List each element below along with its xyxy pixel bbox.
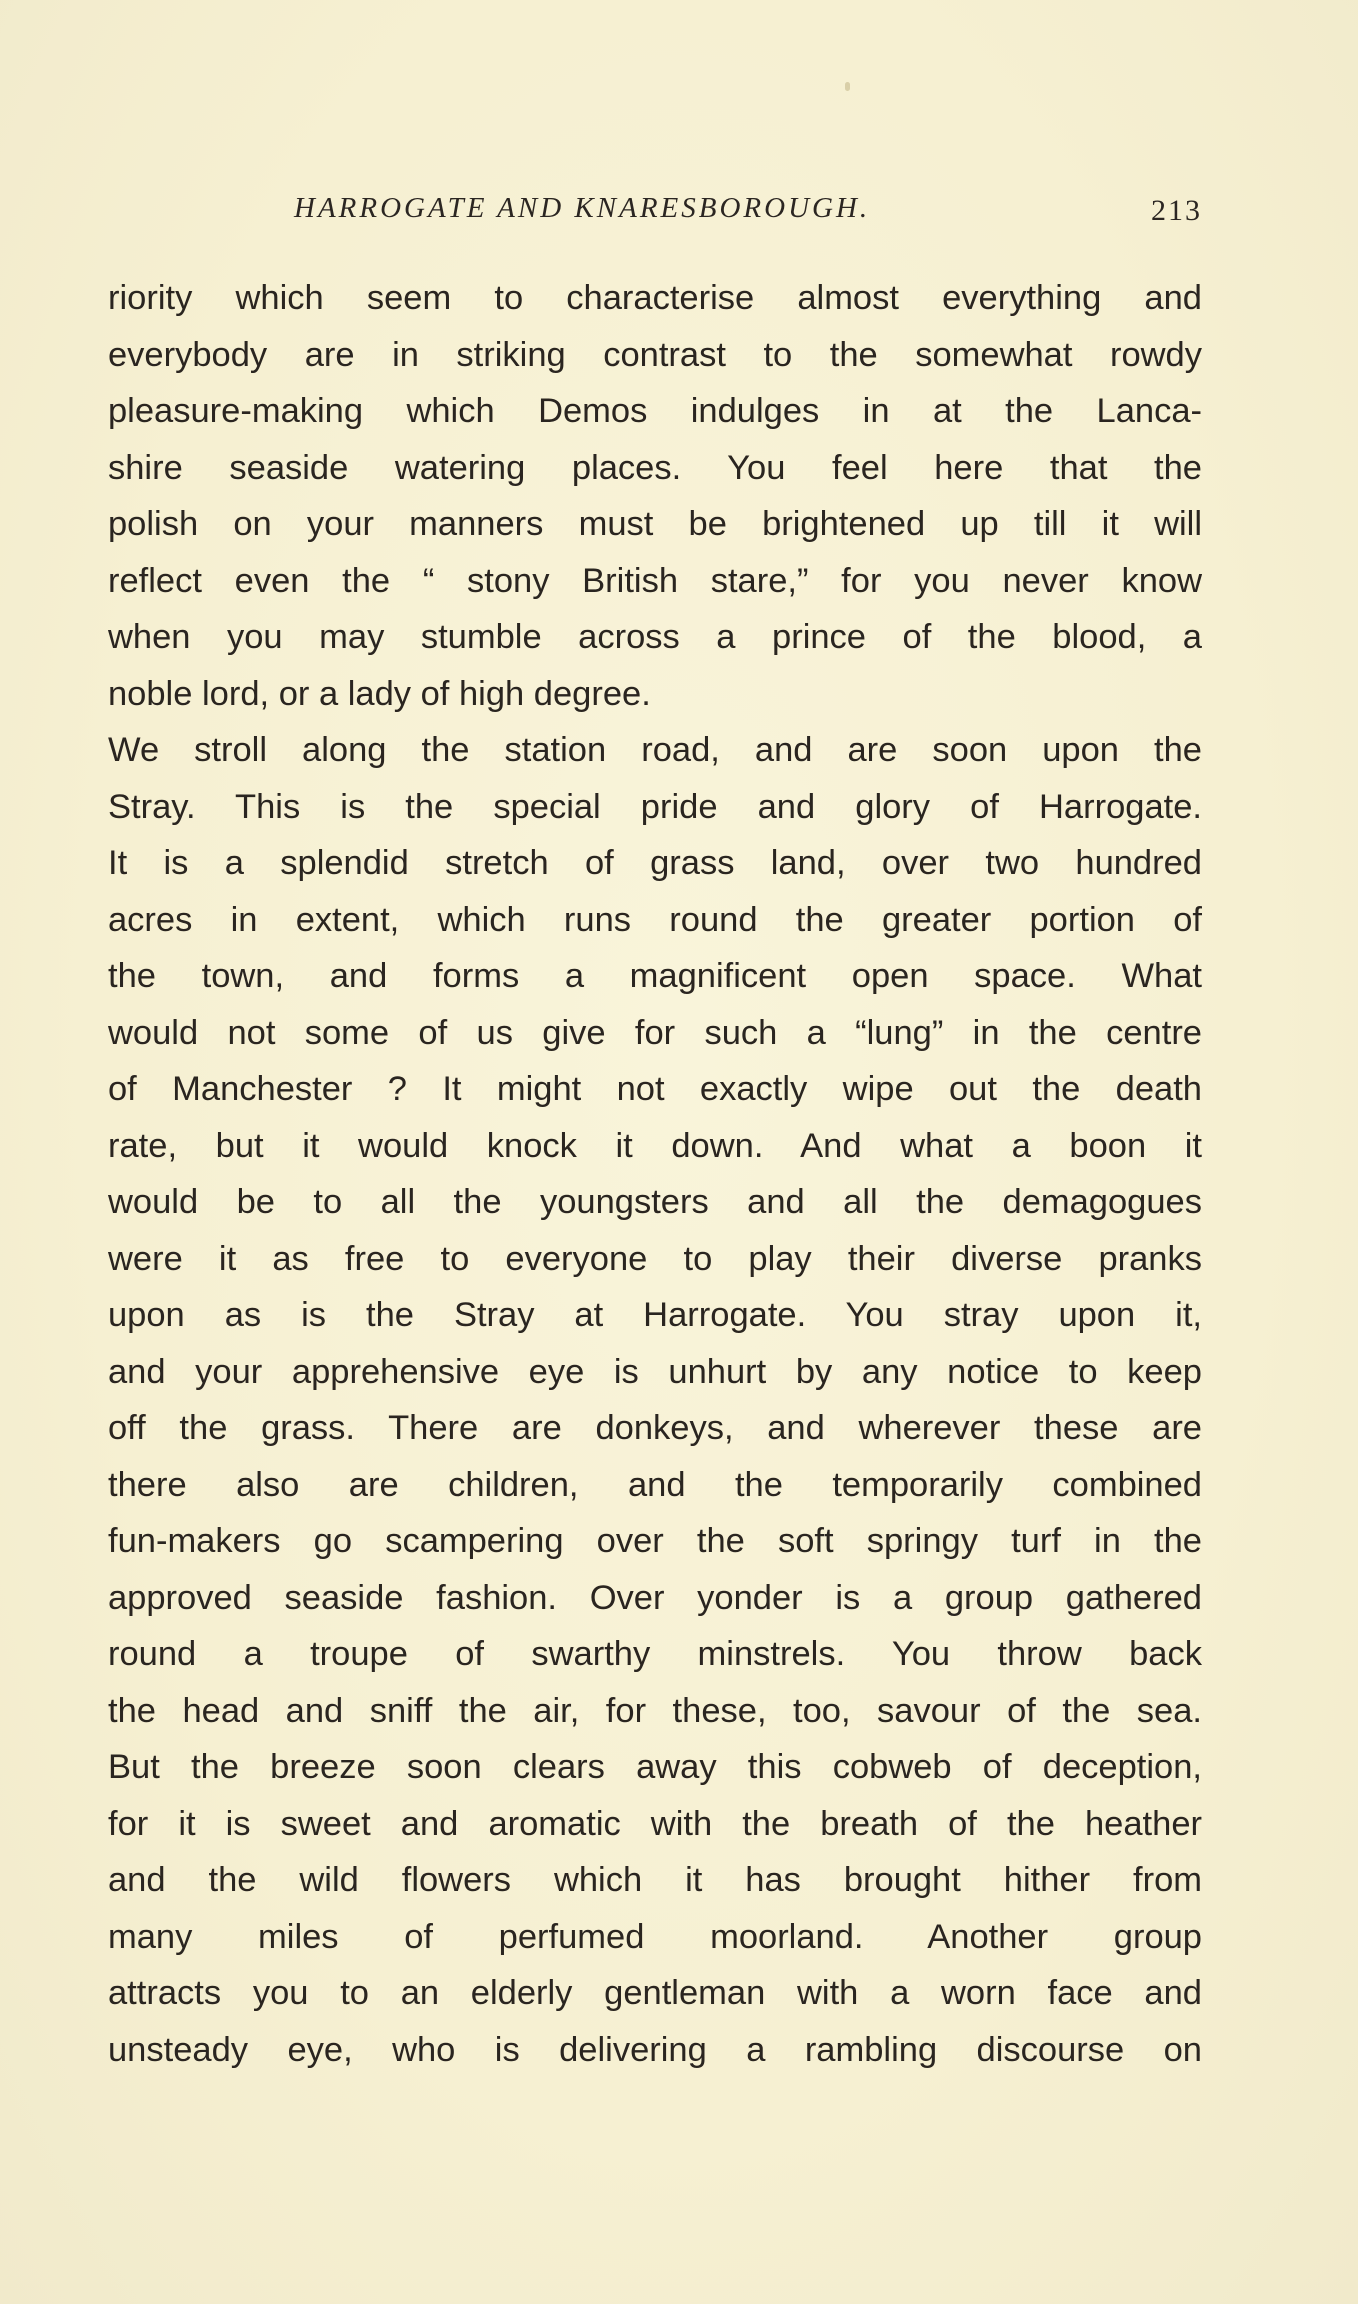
text-line: attracts you to an elderly gentleman with a worn face and [108,1974,1202,2012]
text-line: acres in extent, which runs round the greater portion of [108,900,1202,939]
text-line: off the grass. There are donkeys, and wherever these are [108,1409,1202,1447]
text-line: upon as is the Stray at Harrogate. You stray upon it, [108,1296,1202,1334]
text-line: for it is sweet and aromatic with the breath of the heather [108,1804,1202,1843]
text-line: the head and sniff the air, for these, too, savour of the sea. [108,1691,1202,1730]
page-number: 213 [1151,194,1202,227]
text-line: fun-makers go scampering over the soft springy turf in the [108,1522,1202,1560]
text-line: and the wild flowers which it has brought hither from [108,1861,1202,1899]
text-line: noble lord, or a lady of high degree. [108,674,651,713]
text-line: of Manchester ? It might not exactly wipe out the death [108,1070,1202,1108]
text-line: It is a splendid stretch of grass land, over two hundred [108,844,1202,882]
text-line: But the breeze soon clears away this cobweb of deception, [108,1748,1202,1786]
text-line: there also are children, and the temporarily combined [108,1465,1202,1504]
text-line: We stroll along the station road, and are soon upon the [108,731,1202,769]
text-line: round a troupe of swarthy minstrels. You throw back [108,1635,1202,1673]
running-head [108,192,1202,236]
text-line: and your apprehensive eye is unhurt by any notice to keep [108,1352,1202,1391]
text-line: the town, and forms a magnificent open space. What [108,957,1202,995]
text-line: many miles of perfumed moorland. Another group [108,1917,1202,1956]
text-line: would be to all the youngsters and all the demagogues [108,1183,1202,1221]
text-line: riority which seem to characterise almost everything and [108,279,1202,317]
text-line: unsteady eye, who is delivering a rambling discourse on [108,2030,1202,2069]
paper-fleck [845,82,850,91]
text-line: approved seaside fashion. Over yonder is a group gathered [108,1578,1202,1617]
text-line: reflect even the “ stony British stare,” for you never know [108,561,1202,600]
text-line: would not some of us give for such a “lung” in the centre [108,1013,1202,1052]
text-line: rate, but it would knock it down. And what a boon it [108,1126,1202,1165]
text-line: Stray. This is the special pride and glory of Harrogate. [108,787,1202,826]
text-line: shire seaside watering places. You feel here that the [108,448,1202,487]
body-text [108,270,1202,2078]
text-line: everybody are in striking contrast to the somewhat rowdy [108,335,1202,374]
text-line: when you may stumble across a prince of the blood, a [108,618,1202,656]
text-line: were it as free to everyone to play their diverse pranks [108,1239,1202,1278]
running-title: HARROGATE AND KNARESBOROUGH. [294,192,871,224]
text-line: pleasure-making which Demos indulges in at the Lanca- [108,392,1202,430]
text-line: polish on your manners must be brightened up till it will [108,505,1202,543]
